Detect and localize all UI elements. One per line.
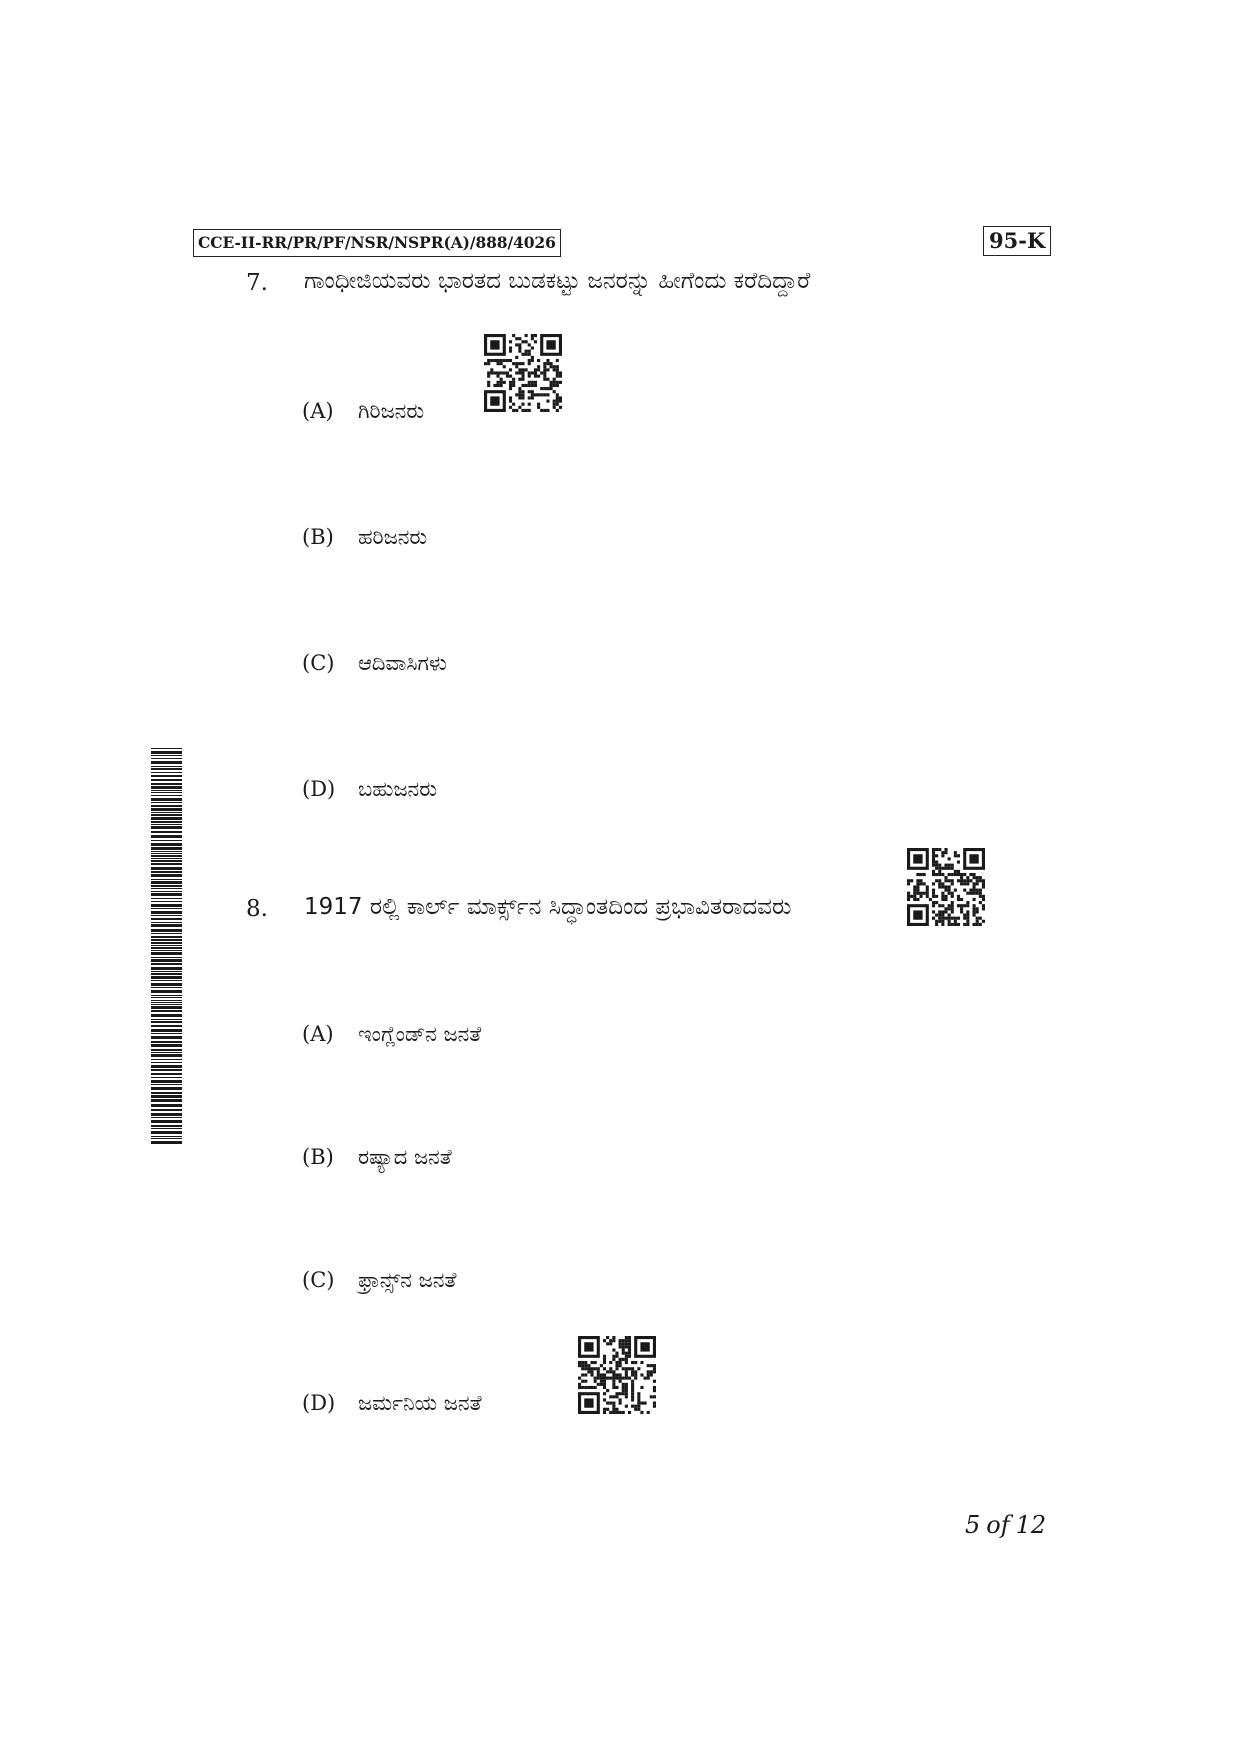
question-8-option-a (302, 1019, 481, 1049)
option-label: (B) (302, 525, 334, 549)
paper-code: CCE-II-RR/PR/PF/NSR/NSPR(A)/888/4026 (193, 229, 561, 257)
option-label: (D) (302, 777, 336, 801)
option-text: ಬಹುಜನರು (358, 777, 438, 801)
option-text: ರಷ್ಯಾದ ಜನತೆ (358, 1145, 452, 1169)
page-number (965, 1510, 1046, 1540)
current-page: 5 (965, 1511, 981, 1539)
page-of: of (986, 1511, 1010, 1539)
question-8-option-c (302, 1265, 456, 1295)
option-text: ಗಿರಿಜನರು (358, 399, 425, 423)
qr-code (578, 1336, 656, 1414)
qr-code (484, 334, 562, 412)
question-7-text: ಗಾಂಧೀಜಿಯವರು ಭಾರತದ ಬುಡಕಟ್ಟು ಜನರನ್ನು ಹೀಗೆಂದು ಕರೆದಿದ್ದಾರೆ (304, 268, 811, 294)
version-code: 95-K (983, 226, 1051, 256)
option-label: (C) (302, 1268, 335, 1292)
option-text: ಫ್ರಾನ್ಸ್‌ನ ಜನತೆ (358, 1268, 457, 1292)
option-label: (A) (302, 1022, 334, 1046)
option-label: (D) (302, 1391, 336, 1415)
question-8-option-b (302, 1142, 452, 1172)
question-7-option-b (302, 522, 427, 552)
option-label: (C) (302, 651, 335, 675)
question-7-option-a (302, 396, 424, 426)
total-pages: 12 (1015, 1511, 1047, 1539)
question-7-option-d (302, 774, 437, 804)
option-text: ಜರ್ಮನಿಯ ಜನತೆ (358, 1391, 482, 1415)
option-text: ಹರಿಜನರು (358, 525, 428, 549)
option-text: ಆದಿವಾಸಿಗಳು (358, 651, 447, 675)
question-7-option-c (302, 648, 447, 678)
question-8-number: 8. (246, 896, 268, 922)
barcode (151, 748, 182, 1144)
question-7-number: 7. (246, 270, 268, 296)
qr-code (907, 848, 985, 926)
question-8-text: 1917 ರಲ್ಲಿ ಕಾರ್ಲ್ ಮಾರ್ಕ್ಸ್‌ನ ಸಿದ್ಧಾಂತದಿಂದ ಪ್ರಭಾವಿತರಾದವರು (304, 894, 792, 920)
option-text: ಇಂಗ್ಲೆಂಡ್‌ನ ಜನತೆ (358, 1022, 482, 1046)
option-label: (A) (302, 399, 334, 423)
question-8-option-d (302, 1388, 482, 1418)
option-label: (B) (302, 1145, 334, 1169)
